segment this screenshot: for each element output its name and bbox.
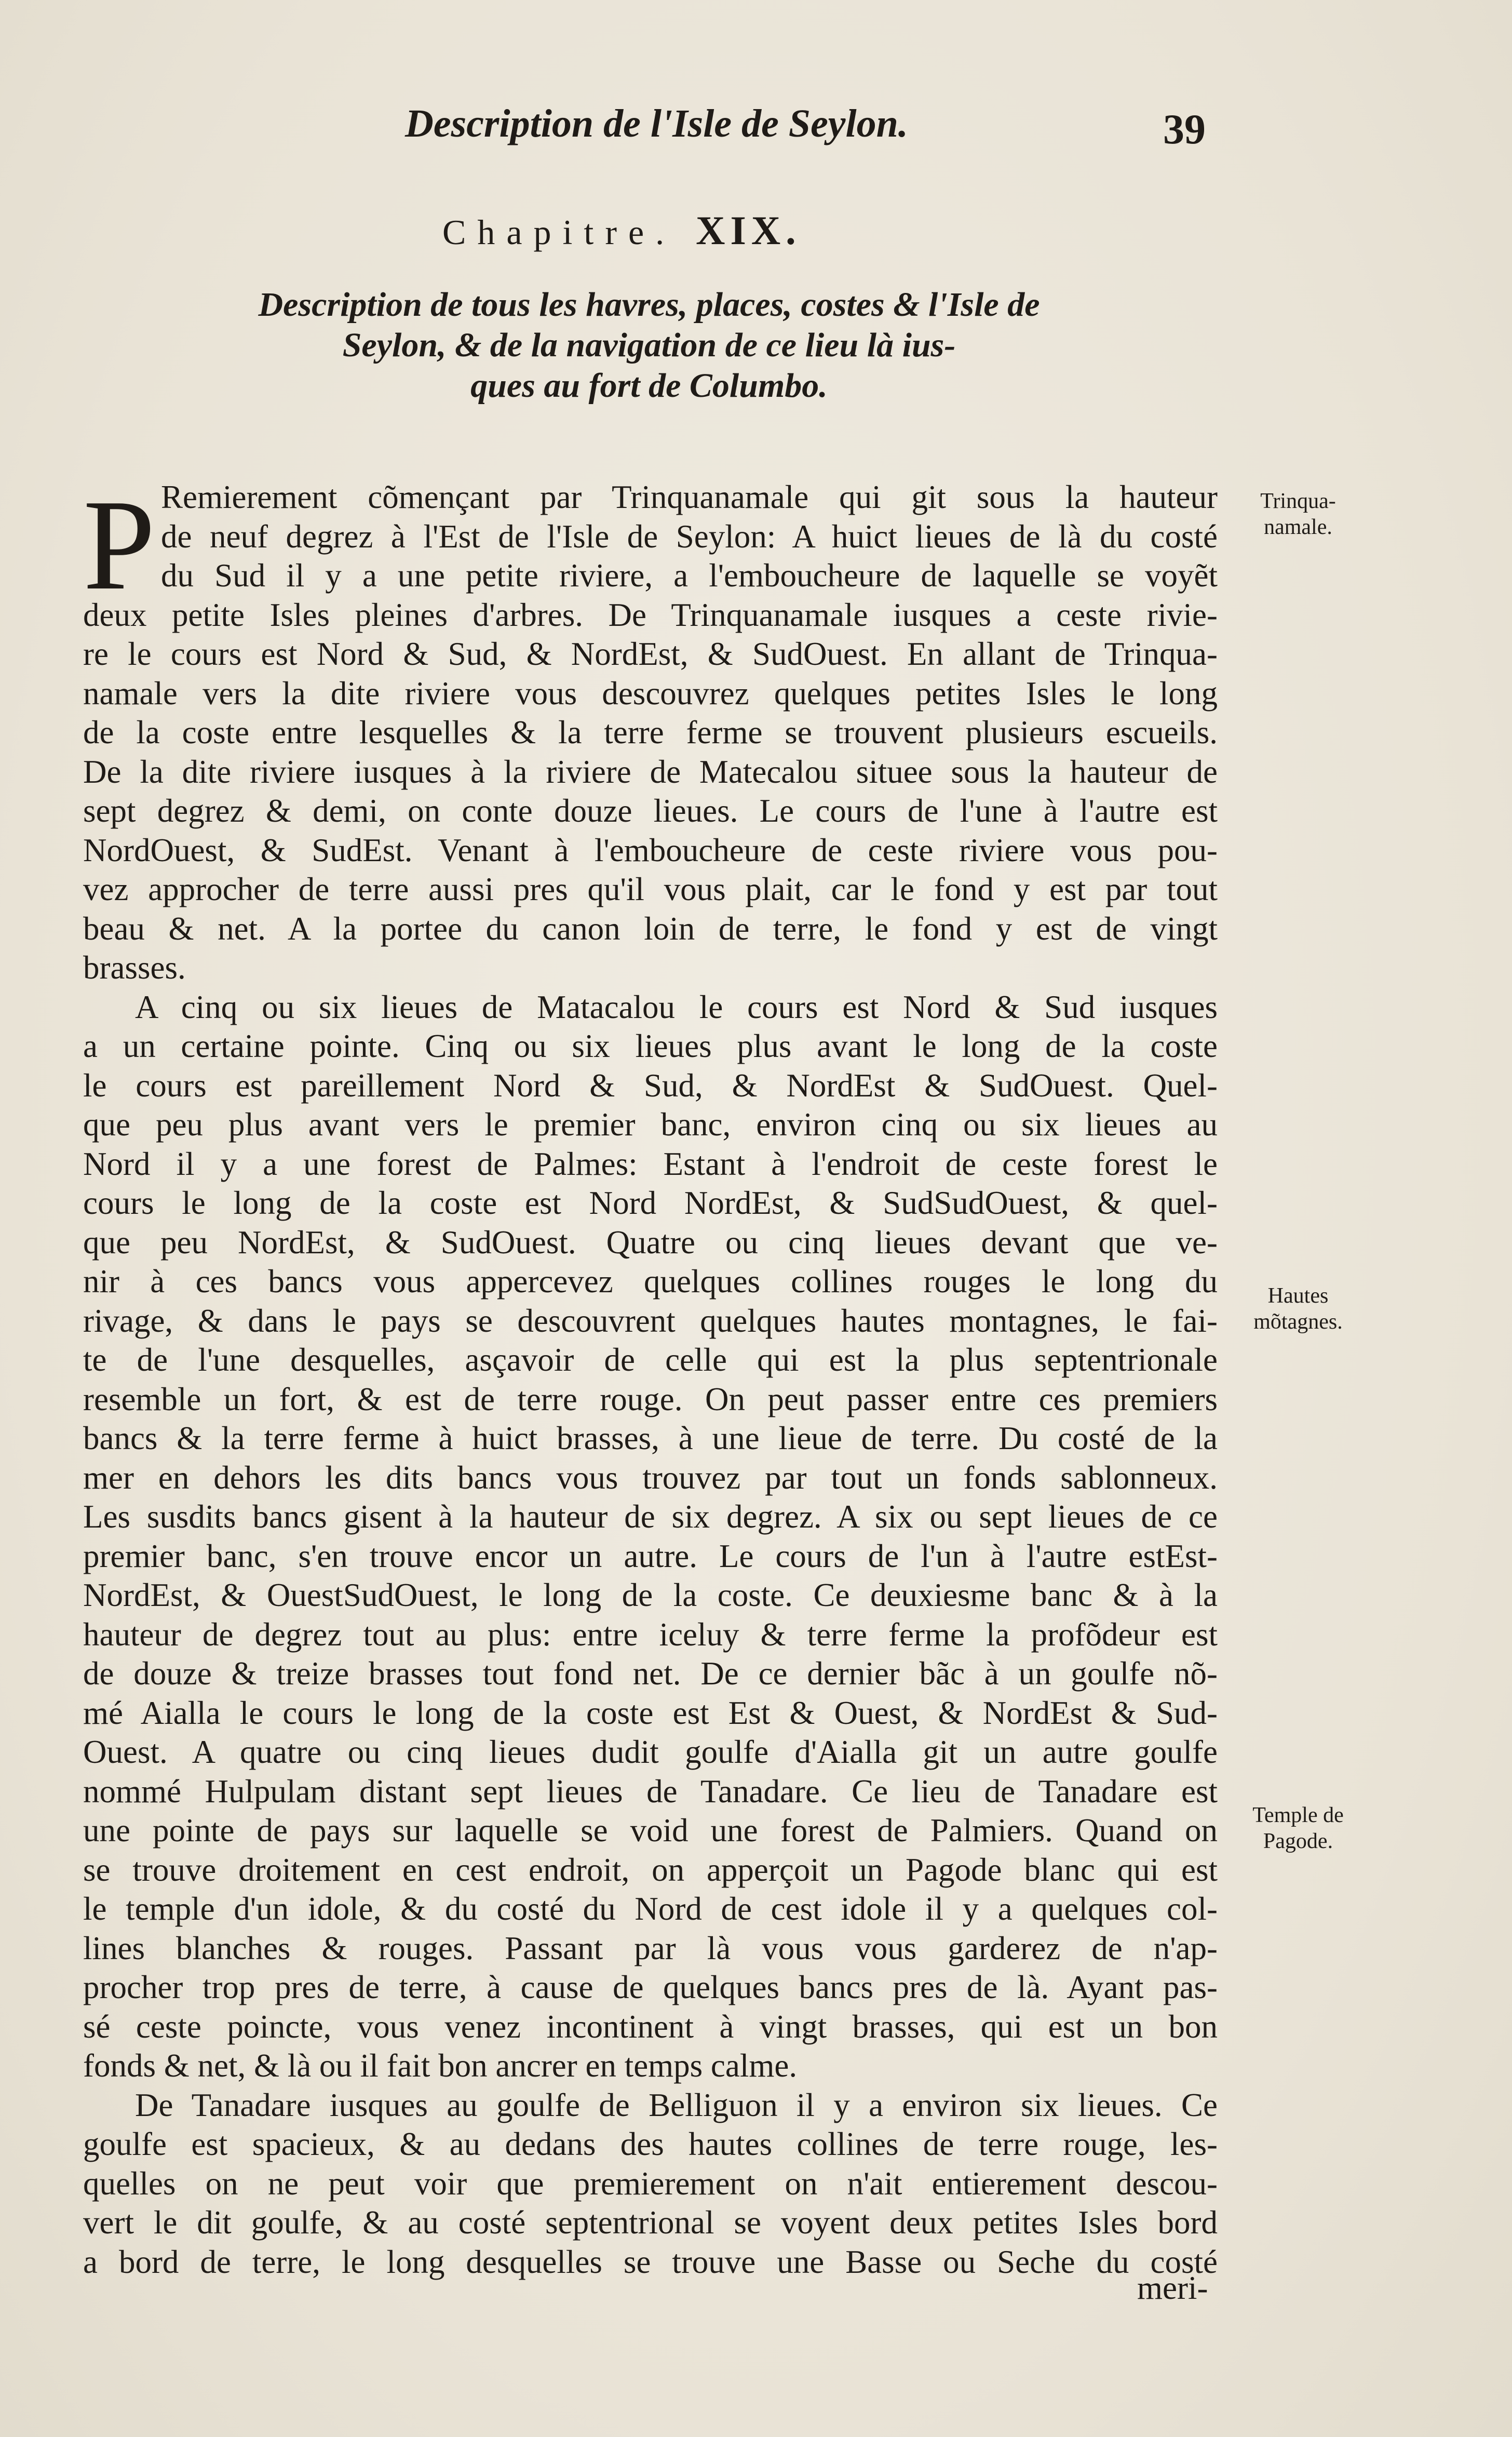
text-line: Les susdits bancs gisent à la hauteur de six degrez. A six ou sept lieues de ce	[83, 1498, 1218, 1535]
body-text	[83, 473, 1218, 2282]
text-line: NordEst, & OuestSudOuest, le long de la coste. Ce deuxiesme banc & à la	[83, 1577, 1218, 1613]
text-line: le temple d'un idole, & du costé du Nord de cest idole il y a quelques col-	[83, 1891, 1218, 1927]
margin-note-line: Pagode.	[1263, 1829, 1333, 1853]
page-number: 39	[1163, 105, 1206, 153]
text-line: cours le long de la coste est Nord NordEst, & SudSudOuest, & quel-	[83, 1185, 1218, 1221]
margin-note-line: mõtagnes.	[1253, 1310, 1343, 1334]
margin-note-trinquanamale	[1225, 488, 1371, 540]
text-line: sept degrez & demi, on conte douze lieues. Le cours de l'une à l'autre est	[83, 793, 1218, 829]
margin-note-line: namale.	[1264, 515, 1332, 539]
chapter-label: Chapitre.	[442, 212, 676, 252]
text-line: NordOuest, & SudEst. Venant à l'embouchеure de ceste riviere vous pou-	[83, 832, 1218, 868]
text-line: nir à ces bancs vous appercevez quelques collines rouges le long du	[83, 1263, 1218, 1300]
text-line: a bord de terre, le long desquelles se trouve une Basse ou Seche du costé	[83, 2243, 1218, 2280]
subtitle-line: ques au fort de Columbo.	[470, 367, 828, 405]
text-line: hauteur de degrez tout au plus: entre iceluy & terre ferme la profõdeur est	[83, 1616, 1218, 1653]
text-line: De la dite riviere iusques à la riviere de Matecalou situee sous la hauteur de	[83, 753, 1218, 790]
text-line: rivage, & dans le pays se descouvrent quelques hautes montagnes, le fai-	[83, 1302, 1218, 1339]
catchword: meri-	[1137, 2270, 1208, 2306]
text-line: Remierement cõmençant par Trinquanamale qui git sous la hauteur	[161, 479, 1218, 515]
running-title: Description de l'Isle de Seylon.	[405, 102, 908, 145]
text-line: quelles on ne peut voir que premierement on n'ait entierement descou-	[83, 2165, 1218, 2202]
text-line: se trouve droitement en cest endroit, on apperçoit un Pagode blanc qui est	[83, 1851, 1218, 1888]
text-line: deux petite Isles pleines d'arbres. De Trinquanamale iusques a ceste rivie-	[83, 596, 1218, 633]
text-line: bancs & la terre ferme à huict brasses, à une lieue de terre. Du costé de la	[83, 1420, 1218, 1456]
text-line: de neuf degrez à l'Est de l'Isle de Seylon: A huict lieues de là du costé	[161, 518, 1218, 555]
text-line: de douze & treize brasses tout fond net. De ce dernier bãc à un goulfe nõ-	[83, 1655, 1218, 1692]
text-line: nommé Hulpulam distant sept lieues de Tanadare. Ce lieu de Tanadare est	[83, 1773, 1218, 1810]
drop-cap: P	[83, 473, 156, 617]
text-line: sé ceste poincte, vous venez incontinent à vingt brasses, qui est un bon	[83, 2008, 1218, 2045]
text-line: vez approcher de terre aussi pres qu'il vous plait, car le fond y est par tout	[83, 871, 1218, 907]
text-line: que peu plus avant vers le premier banc, environ cinq ou six lieues au	[83, 1106, 1218, 1143]
text-line: te de l'une desquelles, asçavoir de celle qui est la plus septentrionale	[83, 1342, 1218, 1378]
margin-note-hautes-montagnes	[1225, 1283, 1371, 1335]
text-line: vert le dit goulfe, & au costé septentrional se voyent deux petites Isles bord	[83, 2204, 1218, 2241]
text-line: re le cours est Nord & Sud, & NordEst, & SudOuest. En allant de Trinqua-	[83, 636, 1218, 672]
chapter-subtitle	[208, 285, 1090, 406]
subtitle-line: Description de tous les havres, places, costes & l'Isle de	[258, 286, 1040, 324]
text-line: mé Aialla le cours le long de la coste est Est & Ouest, & NordEst & Sud-	[83, 1694, 1218, 1731]
margin-note-temple-de-pagode	[1225, 1802, 1371, 1854]
chapter-heading	[442, 210, 910, 251]
text-line: A cinq ou six lieues de Matacalou le cours est Nord & Sud iusques	[135, 988, 1218, 1025]
text-line: brasses.	[83, 949, 186, 986]
text-line: du Sud il y a une petite riviere, a l'embouchеure de laquelle se voyẽt	[161, 557, 1218, 594]
margin-note-line: Trinqua-	[1260, 489, 1336, 513]
margin-note-line: Temple de	[1252, 1803, 1344, 1827]
text-line: resemble un fort, & est de terre rouge. On peut passer entre ces premiers	[83, 1381, 1218, 1417]
text-line: De Tanadare iusques au goulfe de Belliguon il y a environ six lieues. Ce	[135, 2086, 1218, 2123]
text-line: beau & net. A la portee du canon loin de terre, le fond y est de vingt	[83, 910, 1218, 947]
text-line: a un certaine pointe. Cinq ou six lieues plus avant le long de la coste	[83, 1028, 1218, 1064]
text-line: mer en dehors les dits bancs vous trouvez par tout un fonds sablonneux.	[83, 1459, 1218, 1496]
margin-note-line: Hautes	[1267, 1284, 1329, 1308]
text-line: le cours est pareillement Nord & Sud, & NordEst & SudOuest. Quel-	[83, 1067, 1218, 1104]
text-line: premier banc, s'en trouve encor un autre. Le cours de l'un à l'autre estEst-	[83, 1537, 1218, 1574]
text-line: goulfe est spacieux, & au dedans des hautes collines de terre rouge, les-	[83, 2126, 1218, 2162]
text-line: de la coste entre lesquelles & la terre ferme se trouvent plusieurs escueils.	[83, 714, 1218, 751]
text-line: namale vers la dite riviere vous descouvrez quelques petites Isles le long	[83, 675, 1218, 712]
text-line: Ouest. A quatre ou cinq lieues dudit goulfe d'Aialla git un autre goulfe	[83, 1734, 1218, 1770]
subtitle-line: Seylon, & de la navigation de ce lieu là ius-	[342, 326, 956, 364]
text-line: que peu NordEst, & SudOuest. Quatre ou cinq lieues devant que ve-	[83, 1224, 1218, 1261]
text-line: une pointe de pays sur laquelle se void une forest de Palmiers. Quand on	[83, 1812, 1218, 1849]
text-line: procher trop pres de terre, à cause de quelques bancs pres de là. Ayant pas-	[83, 1969, 1218, 2005]
text-line: Nord il y a une forest de Palmes: Estant à l'endroit de ceste forest le	[83, 1145, 1218, 1182]
chapter-number: XIX.	[696, 208, 801, 253]
text-line: fonds & net, & là ou il fait bon ancrer en temps calme.	[83, 2047, 798, 2084]
text-line: lines blanches & rouges. Passant par là vous vous garderez de n'ap-	[83, 1930, 1218, 1966]
